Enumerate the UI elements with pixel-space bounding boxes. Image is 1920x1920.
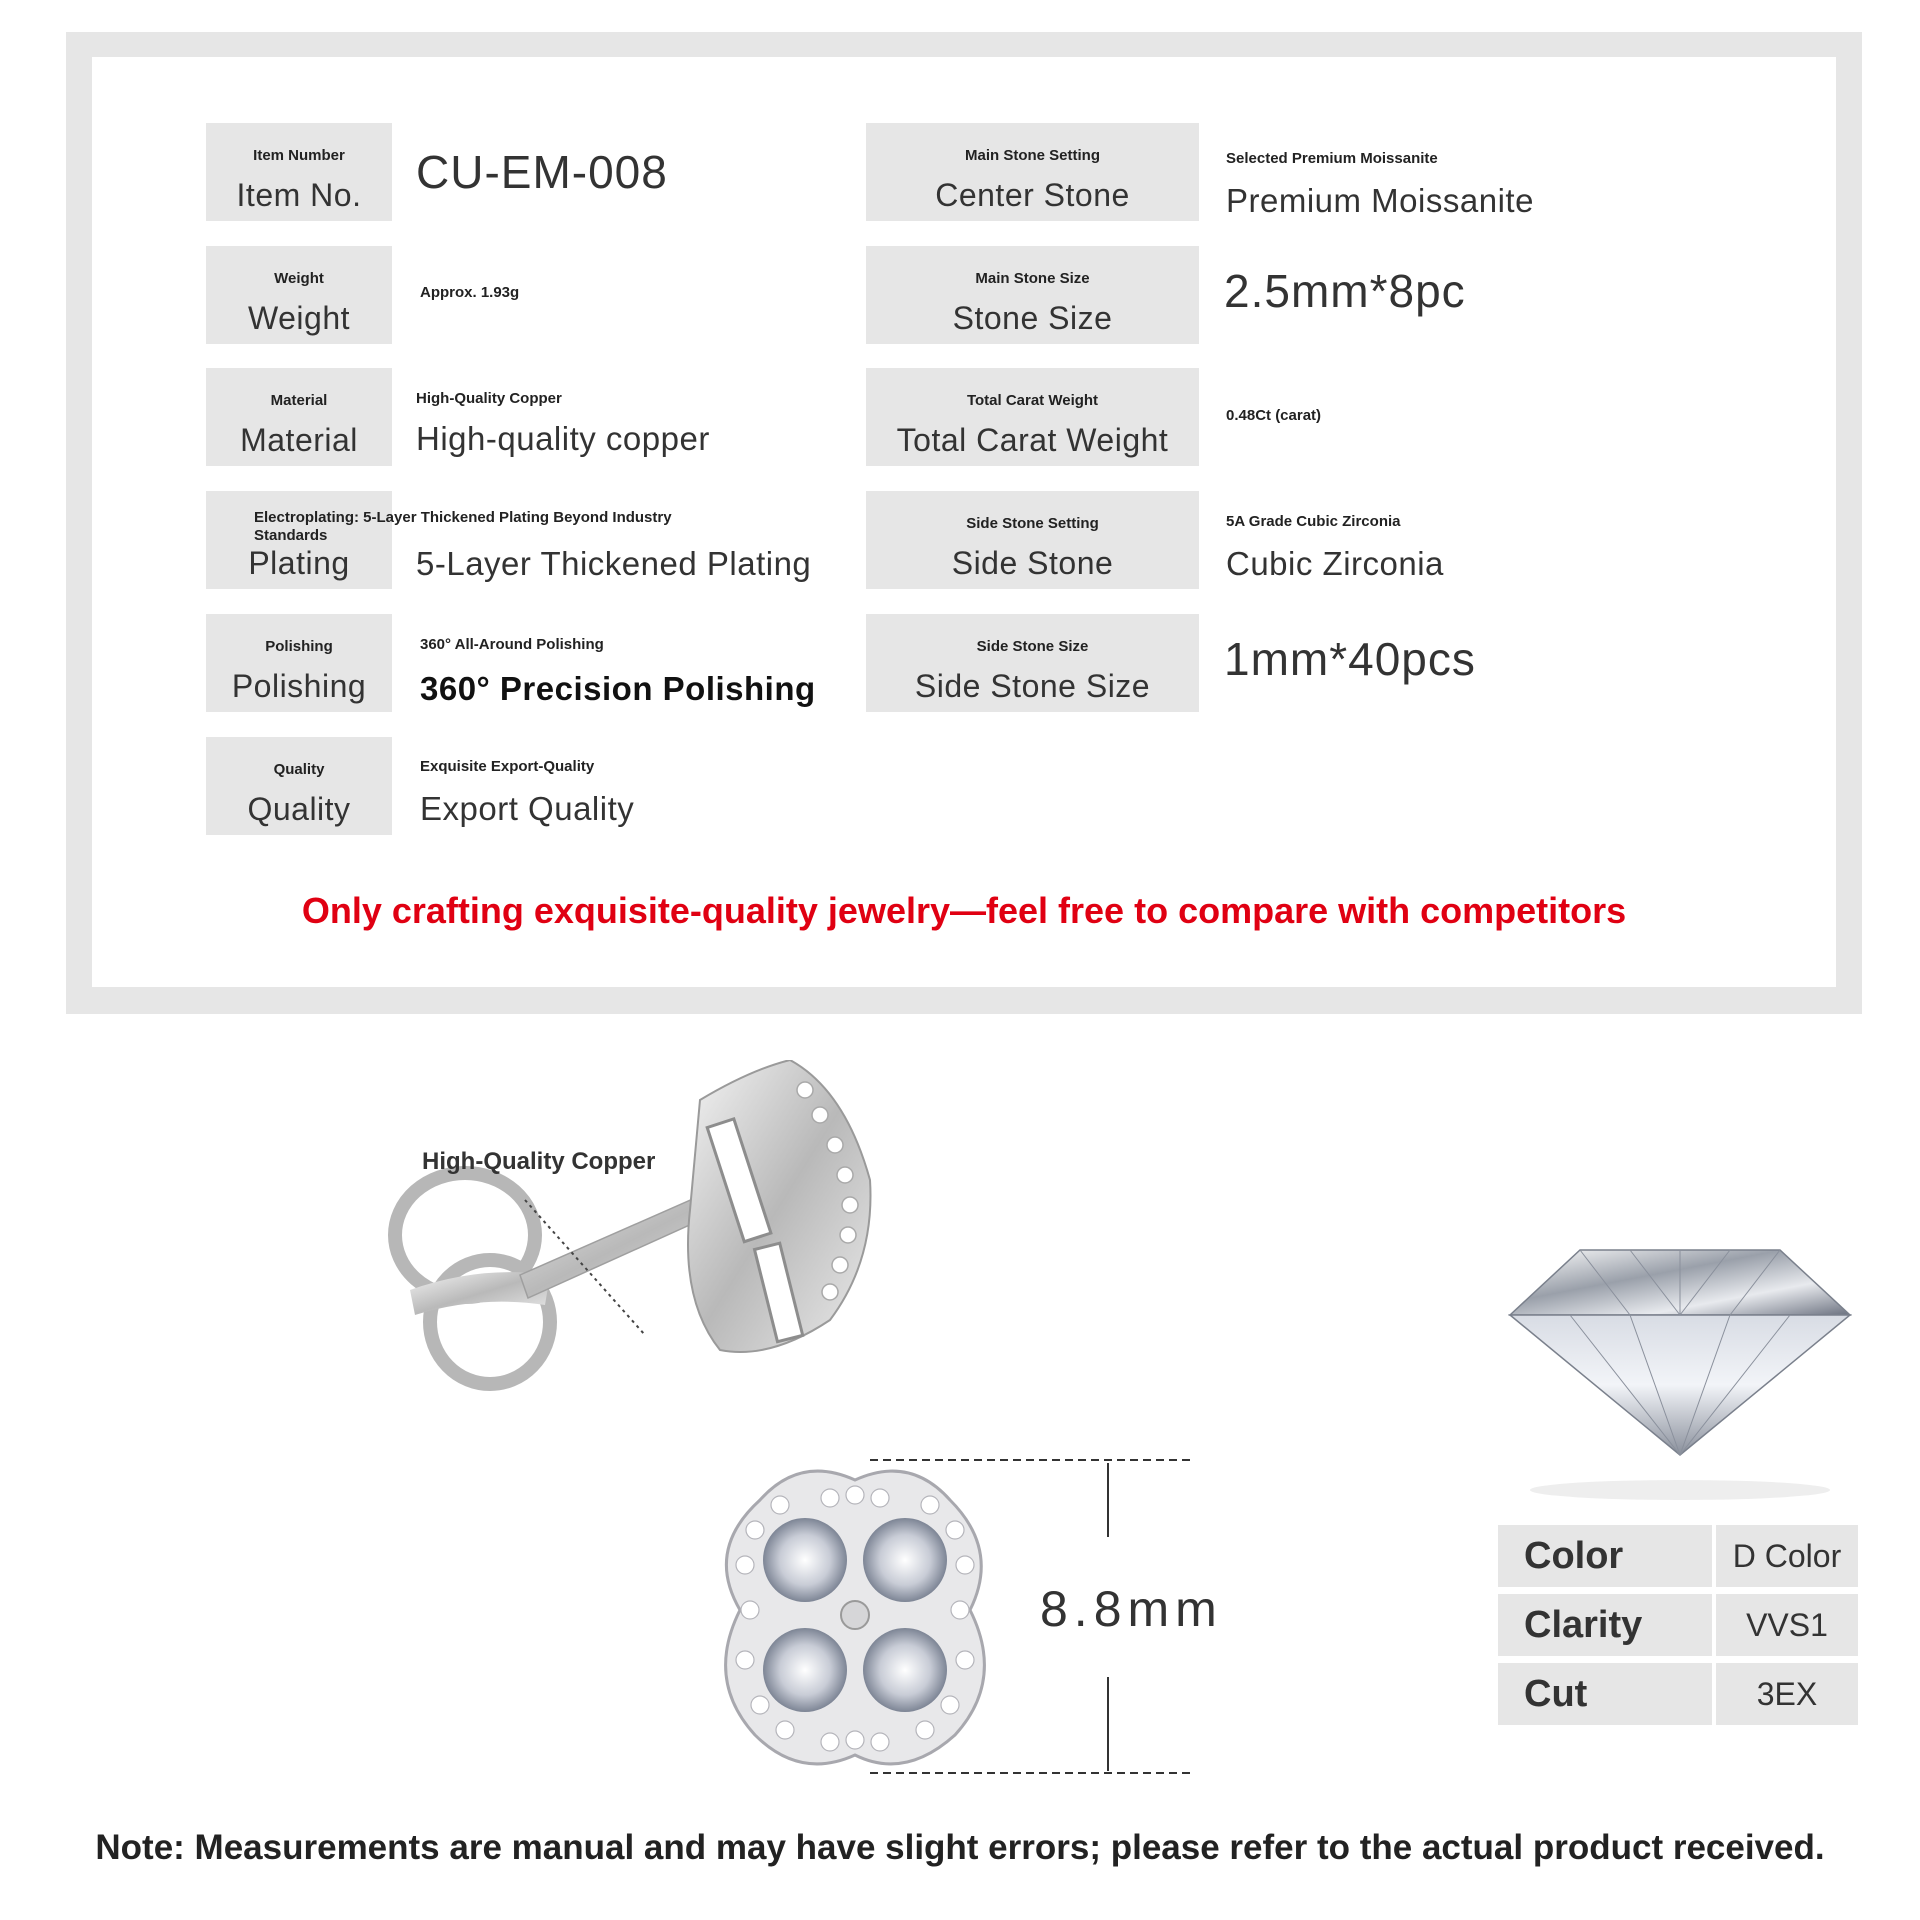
label-quality xyxy=(206,737,392,835)
value-small: 5A Grade Cubic Zirconia xyxy=(1226,513,1401,530)
label-large: Center Stone xyxy=(935,177,1130,213)
label-large: Quality xyxy=(247,791,351,827)
label-large: Weight xyxy=(247,300,350,336)
value-large: 1mm*40pcs xyxy=(1224,633,1476,685)
material-callout: High-Quality Copper xyxy=(422,1148,656,1175)
label-large: Side Stone xyxy=(951,545,1114,581)
grade-value: VVS1 xyxy=(1716,1594,1858,1656)
moissanite-stone-image xyxy=(1490,1215,1870,1515)
label-large: Stone Size xyxy=(952,300,1113,336)
grade-value: 3EX xyxy=(1716,1663,1858,1725)
label-item-number xyxy=(206,123,392,221)
value-large: High-quality copper xyxy=(416,420,710,457)
value-small: Exquisite Export-Quality xyxy=(420,758,595,775)
measurement-note: Note: Measurements are manual and may have slight errors; please refer to the actual product received. xyxy=(95,1828,1825,1867)
grade-value: D Color xyxy=(1716,1525,1858,1587)
label-large: Plating xyxy=(248,545,350,581)
slogan: Only crafting exquisite-quality jewelry—feel free to compare with competitors xyxy=(301,890,1627,931)
value-large: Export Quality xyxy=(420,790,635,827)
value-small: 360° All-Around Polishing xyxy=(420,636,604,653)
value-small: Approx. 1.93g xyxy=(420,284,520,301)
label-small: Quality xyxy=(273,761,325,778)
value-large: 5-Layer Thickened Plating xyxy=(416,545,812,582)
label-small: Weight xyxy=(274,270,324,287)
label-side-stone-size xyxy=(866,614,1199,712)
label-weight xyxy=(206,246,392,344)
label-small: Side Stone Setting xyxy=(966,515,1099,532)
grade-key: Color xyxy=(1498,1525,1712,1587)
value-large: Premium Moissanite xyxy=(1226,182,1534,219)
label-large: Side Stone Size xyxy=(914,668,1151,704)
grade-key: Cut xyxy=(1498,1663,1712,1725)
label-total-carat-weight xyxy=(866,368,1199,466)
value-small: 0.48Ct (carat) xyxy=(1226,407,1322,424)
value-small: High-Quality Copper xyxy=(416,390,562,407)
label-small: Electroplating: 5-Layer Thickened Plating Beyond Industry Standards xyxy=(254,509,672,544)
label-small: Main Stone Setting xyxy=(965,147,1100,164)
value-large: Cubic Zirconia xyxy=(1226,545,1444,582)
value-large: 2.5mm*8pc xyxy=(1224,265,1466,317)
label-plating xyxy=(206,491,672,589)
label-small: Item Number xyxy=(253,147,345,164)
label-side-stone-setting xyxy=(866,491,1199,589)
dimension-label: 8.8mm xyxy=(1040,1581,1223,1637)
label-small: Material xyxy=(270,392,328,409)
label-small: Polishing xyxy=(265,638,333,655)
value-large: CU-EM-008 xyxy=(416,146,668,198)
label-large: Material xyxy=(240,422,358,458)
label-large: Polishing xyxy=(231,668,367,704)
label-small: Side Stone Size xyxy=(976,638,1089,655)
label-large: Total Carat Weight xyxy=(896,422,1169,458)
label-main-stone-setting xyxy=(866,123,1199,221)
value-small: Selected Premium Moissanite xyxy=(1226,150,1438,167)
label-large: Item No. xyxy=(236,177,362,213)
label-small: Main Stone Size xyxy=(975,270,1090,287)
label-small: Total Carat Weight xyxy=(966,392,1099,409)
label-polishing xyxy=(206,614,392,712)
value-large: 360° Precision Polishing xyxy=(420,670,816,707)
callout-leader-line xyxy=(520,1195,650,1340)
grade-key: Clarity xyxy=(1498,1594,1712,1656)
label-main-stone-size xyxy=(866,246,1199,344)
label-material xyxy=(206,368,392,466)
